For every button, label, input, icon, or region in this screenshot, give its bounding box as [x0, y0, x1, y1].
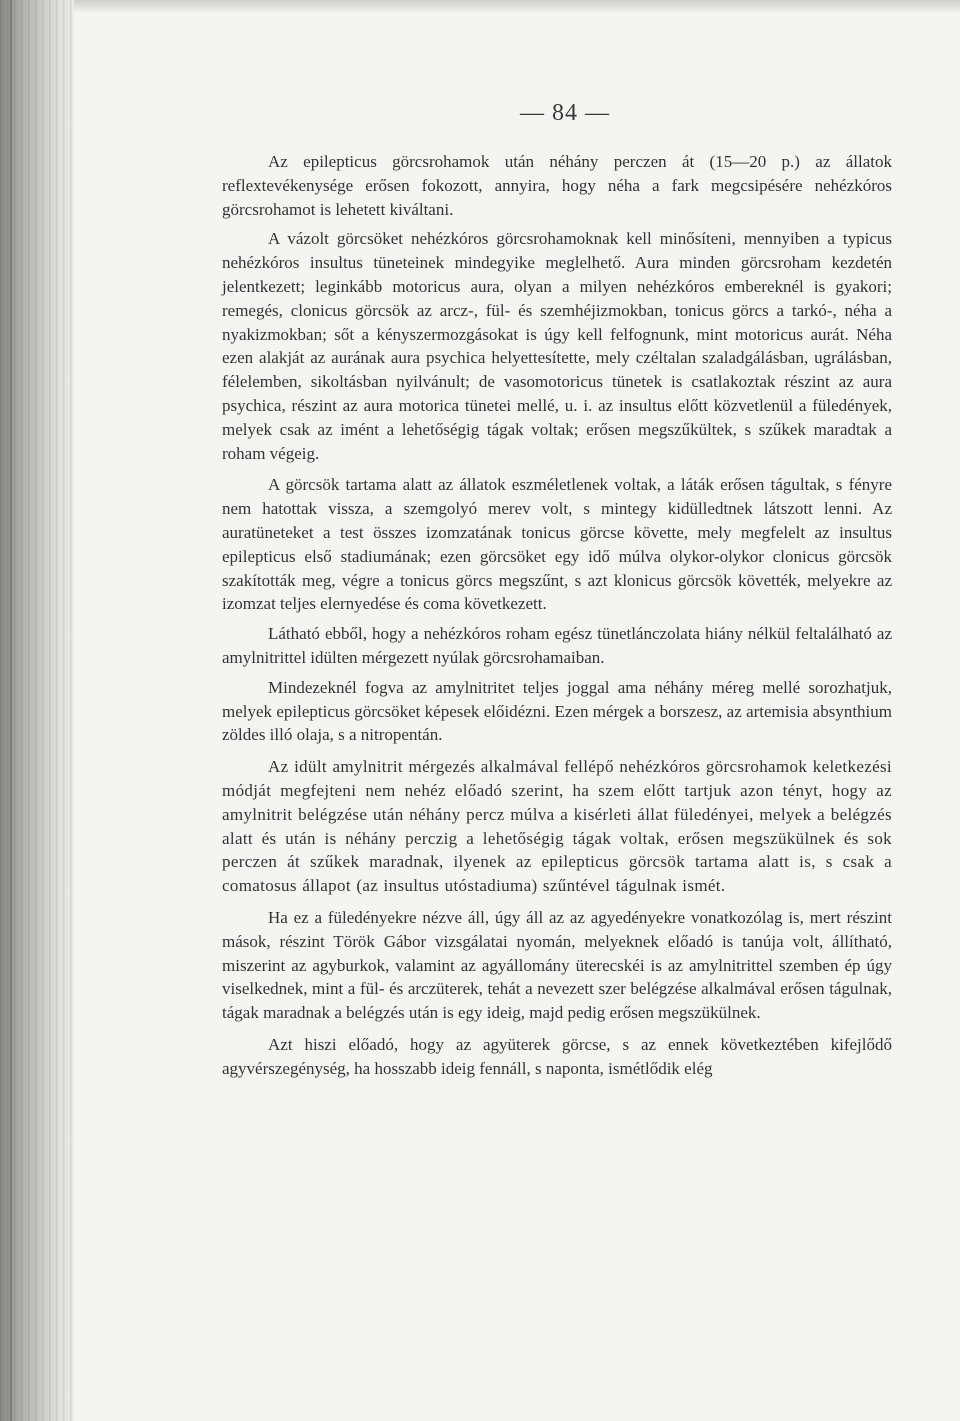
paragraph-8: Azt hiszi előadó, hogy az agyüterek görcse, s az ennek következtében kifejlődő agyvérszegénység, ha hosszabb ideig fennáll, s naponta, ismétlődik elég — [222, 1034, 892, 1078]
book-binding-edge — [0, 0, 74, 1421]
paragraph-6: Az idült amylnitrit mérgezés alkalmával fellépő nehézkóros görcsrohamok keletkezési módját megfejteni nem nehéz előadó szerint, ha szem előtt tartjuk azon tényt, hogy az amylnitrit belégzése után néhány percz múlva a kisérleti állat füledényei, melyek a belégzés alatt és után is néhány perczig a lehetőségig tágak voltak, erősen megszükülnek és sok perczen át szűkek maradnak, ilyenek az epilepticus görcsök tartama alatt is, s csak a comatosus állapot (az insultus utóstadiuma) szűntével tágulnak ismét. — [222, 757, 892, 896]
page-content — [222, 150, 892, 1080]
paragraph-5: Mindezeknél fogva az amylnitritet teljes joggal ama néhány méreg mellé sorozhatjuk, melyek epilepticus görcsöket képesek előidézni. Ezen mérgek a borszesz, az artemisia absynthium zöldes illó olaja, s a nitropentán. — [222, 677, 892, 745]
paragraph-3: A görcsök tartama alatt az állatok eszméletlenek voltak, a láták erősen tágultak, s fényre nem hatottak vissza, a szemgolyó merev volt, s mintegy kidülledtnek látszott lenni. Az auratüneteket a test összes izomzatának tonicus görcse követte, mely megfelelt az insultus epilepticus első stadiumának; ezen görcsöket egy idő múlva olykor-olykor clonicus görcsök szakították meg, végre a tonicus görcs megszűnt, s azt klonicus görcsök követték, melyekre az izomzat teljes elernyedése és coma következett. — [222, 475, 892, 614]
page-number: — 84 — — [520, 100, 610, 126]
paragraph-4: Látható ebből, hogy a nehézkóros roham egész tünetlánczolata hiány nélkül feltalálható az amylnitrittel idülten mérgezett nyúlak görcsrohamaiban. — [222, 624, 892, 667]
page-top-edge — [74, 0, 960, 12]
paragraph-7: Ha ez a füledényekre nézve áll, úgy áll az az agyedényekre vonatkozólag is, mert részint mások, részint Török Gábor vizsgálatai nyomán, melyeknek előadó is tanúja volt, állítható, miszerint az agyburkok, valamint az agyállomány üterecskéi is az amylnitrittel szemben ép úgy viselkednek, mint a fül- és arczüterek, tehát a nevezett szer belégzése alkalmával erősen tágulnak, tágak maradnak a belégzés után is egy ideig, majd pedig erősen megszükülnek. — [222, 907, 892, 1023]
paragraph-2: A vázolt görcsöket nehézkóros görcsrohamoknak kell minősíteni, mennyiben a typicus nehézkóros insultus tüneteinek mindegyike meglelhető. Aura minden görcsroham kezdetén jelentkezett; leginkább motoricus aura, olyan a milyen nehézkóros embereknél is gyakori; remegés, clonicus görcsök az arcz-, fül- és szemhéjizmokban, tonicus görcs a tarkó-, néha a nyakizmokban; sőt a kényszermozgásokat is úgy kell felfognunk, mint motoricus aurát. Néha ezen alakját az aurának aura psychica helyettesítette, mely czéltalan szaladgálásban, ugrálásban, félelemben, sikoltásban nyilvánult; de vasomotoricus tünetek is csatlakoztak részint az aura psychica, részint az aura motorica tünetei mellé, u. i. az insultus előtt közvetlenül a füledények, melyek csak az imént a lehetőségig tágak voltak; erősen megszűkültek, s szűkek maradtak a roham végeig. — [222, 229, 892, 463]
paragraph-1: Az epilepticus görcsrohamok után néhány perczen át (15—20 p.) az állatok reflextevékenysége erősen fokozott, annyira, hogy néha a fark megcsipésére nehézkóros görcsrohamot is lehetett kiváltani. — [222, 152, 892, 219]
